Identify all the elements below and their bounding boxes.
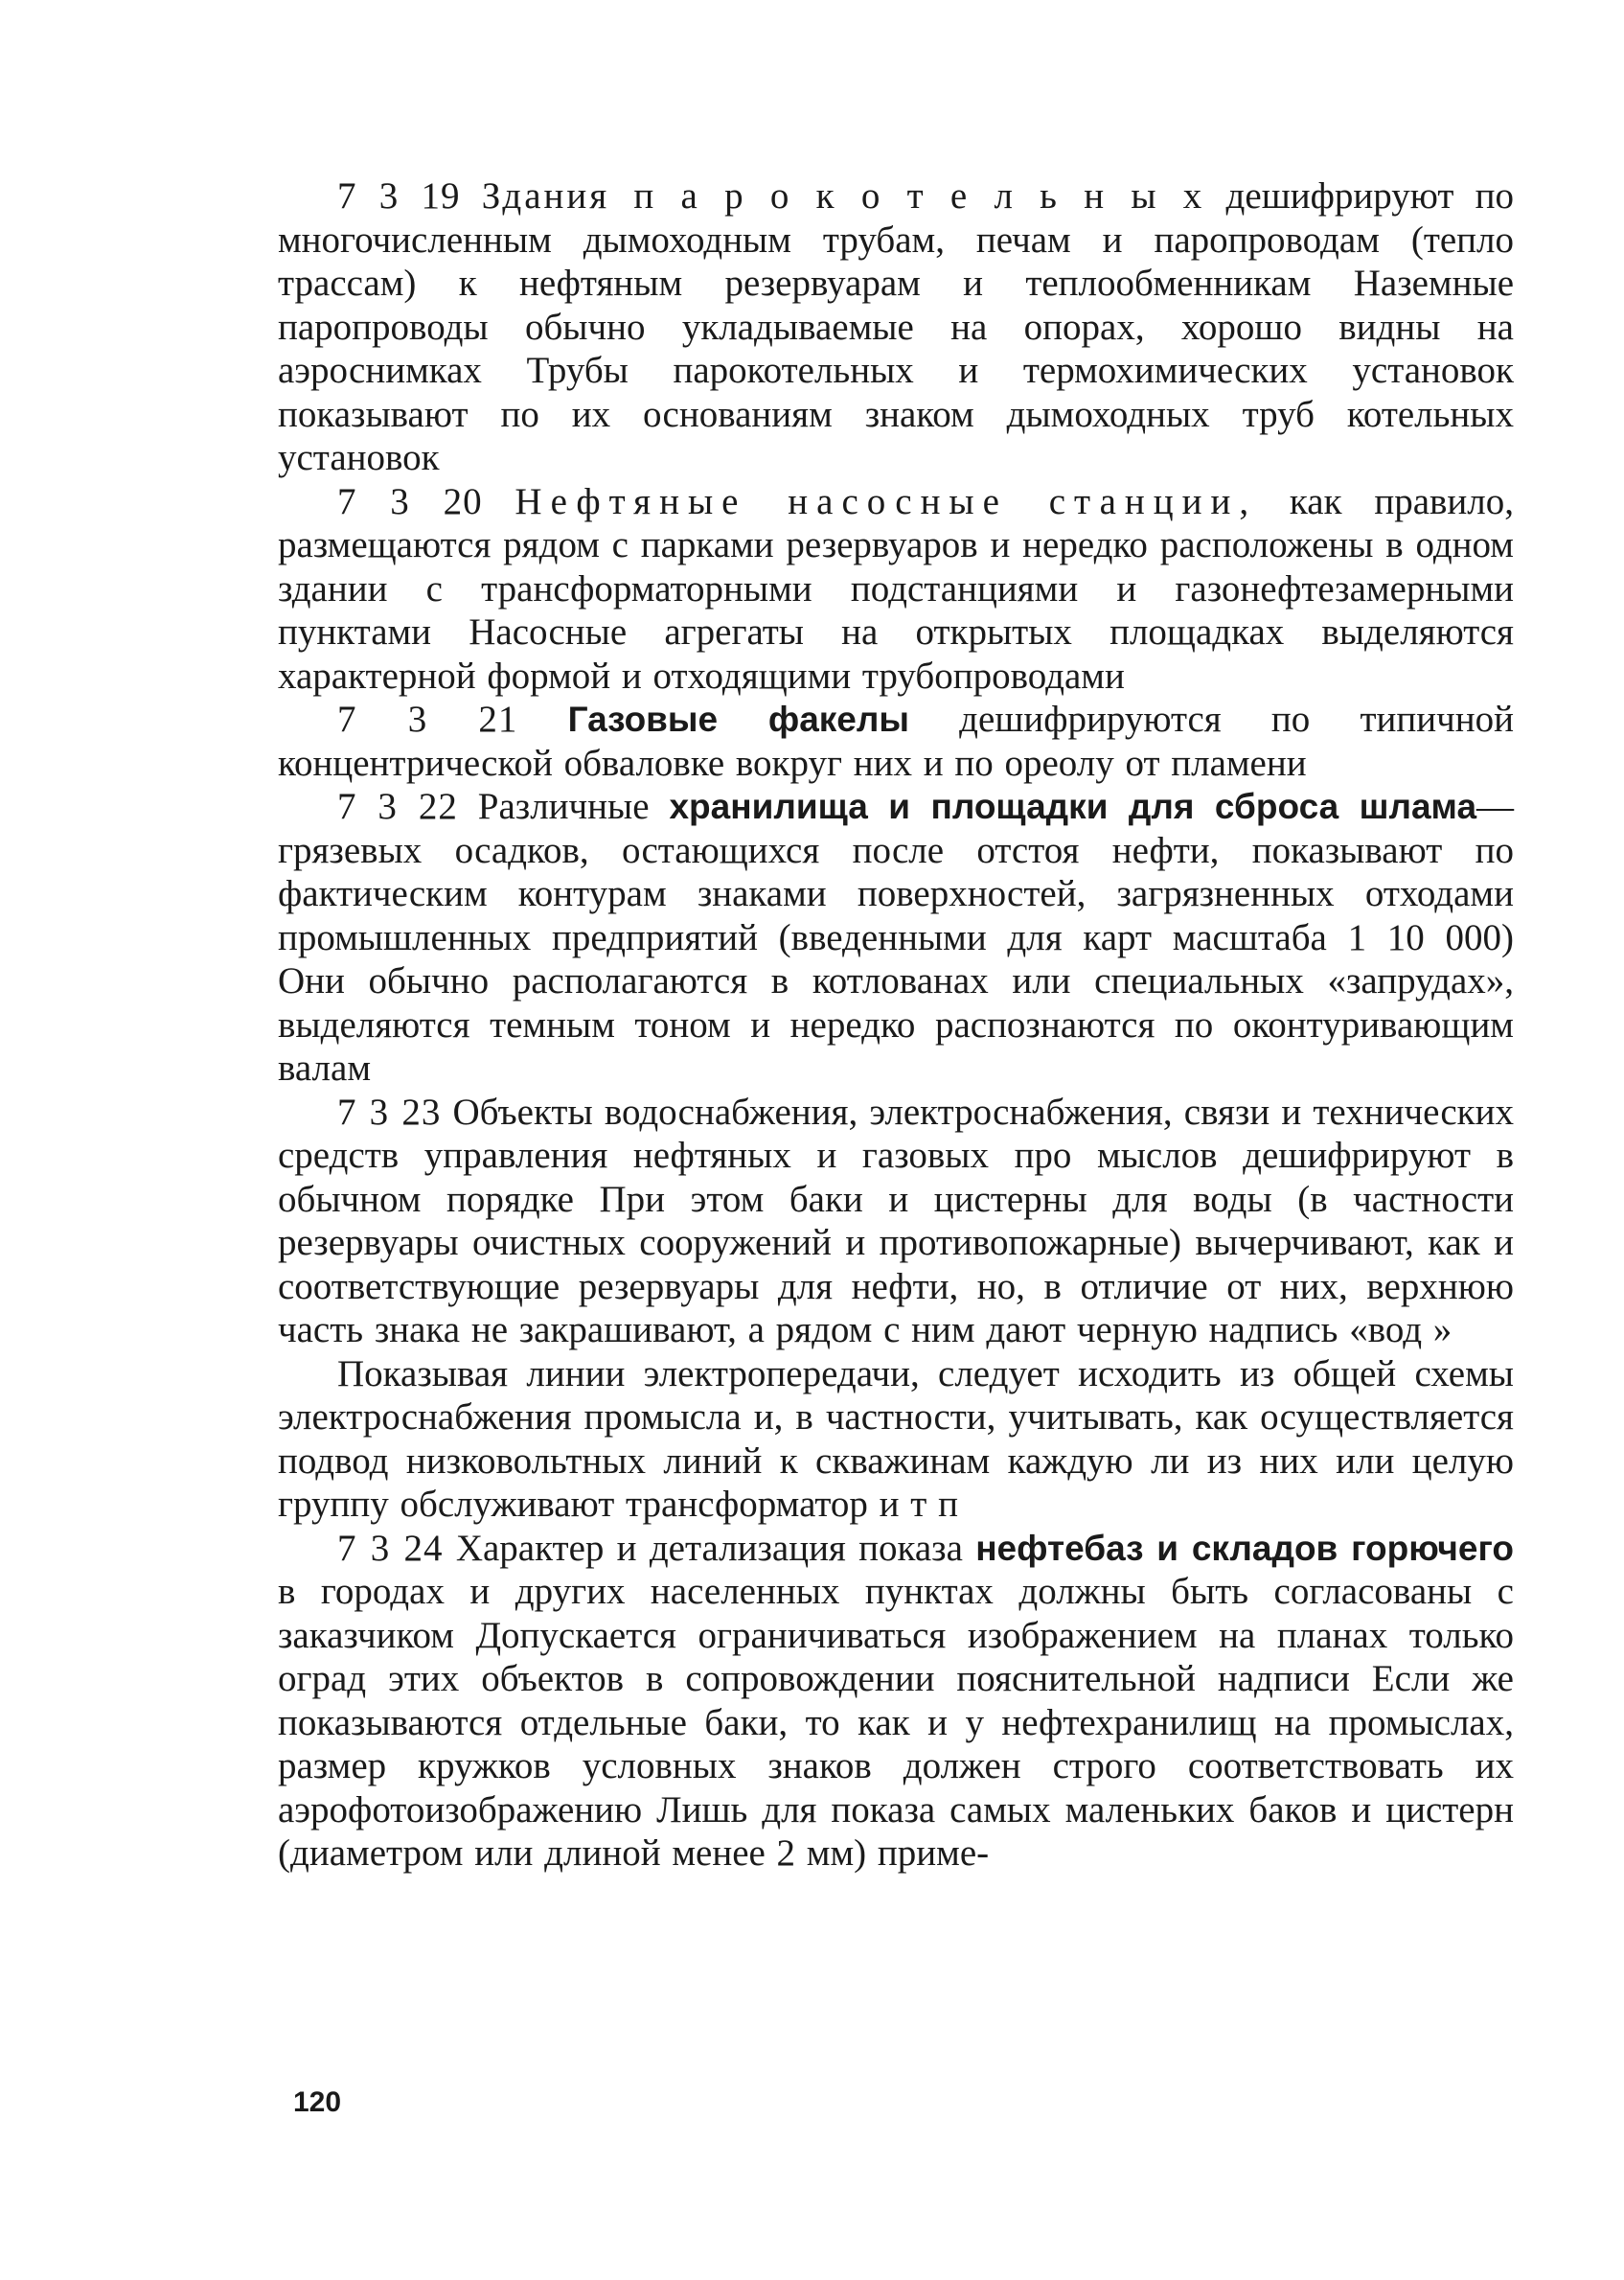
paragraph-7-3-22 xyxy=(278,785,1514,1091)
paragraph-text: Объекты водоснабжения, электроснабжения, связи и технических средств управления нефтяных и газовых про мыслов дешифрируют в обычном порядке При этом баки и цистерны для воды (в частности резервуары очистных сооружений и противопожарные) вычерчивают, как и соответствующие резервуары для нефти, но, в отличие от них, верхнюю часть знака не закрашивают, а рядом с ним дают черную надпись «вод » xyxy=(278,1091,1514,1350)
section-number: 7 3 24 xyxy=(337,1527,444,1569)
paragraph-7-3-20 xyxy=(278,480,1514,699)
paragraph-text: дешифрируют по многочисленным дымоходным трубам, печам и паропроводам (тепло трассам) к нефтяным резервуарам и теплообменникам Наземные паропроводы обычно укладываемые на опорах, хорошо видны на аэроснимках Трубы парокотельных и термохимических установок показывают по их основаниям знаком дымоходных труб котельных установок xyxy=(278,175,1515,478)
paragraph-text: дешифрируются по типичной концентрической обваловке вокруг них и по ореолу от пламени xyxy=(278,699,1515,784)
paragraph-text: Показывая линии электропередачи, следует исходить из общей схемы электроснабжения промысла и, в частности, учитывать, как осуществляется подвод низковольтных линий к скважинам каждую ли из них или целую группу обслуживают трансформатор и т п xyxy=(278,1352,1514,1525)
body-text xyxy=(278,174,1514,1876)
paragraph-text: как правило, размещаются рядом с парками резервуаров и нередко расположены в одном здании с трансформаторными подстанциями и газонефтезамерными пунктами Насосные агрегаты на открытых площадках выделяются характерной формой и отходящими трубопроводами xyxy=(278,480,1515,697)
paragraph-7-3-19 xyxy=(278,174,1514,480)
paragraph-text: — грязевых осадков, остающихся после отстоя нефти, показывают по фактическим контурам знаками поверхностей, загрязненных отходами промышленных предприятий (введенными для карт масштаба 1 10 000) Они обычно располагаются в котлованах или специальных «запрудах», выделяются темным тоном и нередко распознаются по оконтуривающим валам xyxy=(278,786,1515,1089)
term-bold: хранилища и площадки для сброса шлама xyxy=(669,787,1477,826)
section-number: 7 3 22 xyxy=(337,786,458,827)
paragraph-text-lead: Характер и детализация показа xyxy=(455,1527,976,1569)
section-number: 7 3 21 xyxy=(337,699,518,740)
term-bold: нефтебаз и складов горючего xyxy=(975,1528,1514,1568)
term-spaced: Нефтяные насосные станции, xyxy=(515,480,1258,522)
page-number: 120 xyxy=(293,2086,342,2118)
paragraph-7-3-21 xyxy=(278,698,1514,785)
paragraph-text-lead: Различные xyxy=(477,786,670,827)
paragraph-text: в городах и других населенных пунктах должны быть согласованы с заказчиком Допускается ограничиваться изображением на планах только оград этих объектов в сопровождении пояснительной надписи Если же показываются отдельные баки, то как и у нефтехранилищ на промыслах, размер кружков условных знаков должен строго соответствовать их аэрофотоизображению Лишь для показа самых маленьких баков и цистерн (диаметром или длиной менее 2 мм) приме- xyxy=(278,1571,1514,1874)
term-bold: Газовые факелы xyxy=(567,700,909,739)
term-spaced: Здания п а р о к о т е л ь н ы х xyxy=(481,175,1205,217)
paragraph-7-3-23 xyxy=(278,1091,1514,1352)
section-number: 7 3 19 xyxy=(337,175,461,217)
section-number: 7 3 20 xyxy=(337,480,483,522)
paragraph-7-3-24 xyxy=(278,1527,1514,1876)
paragraph-power-lines xyxy=(278,1352,1514,1527)
section-number: 7 3 23 xyxy=(337,1091,442,1133)
